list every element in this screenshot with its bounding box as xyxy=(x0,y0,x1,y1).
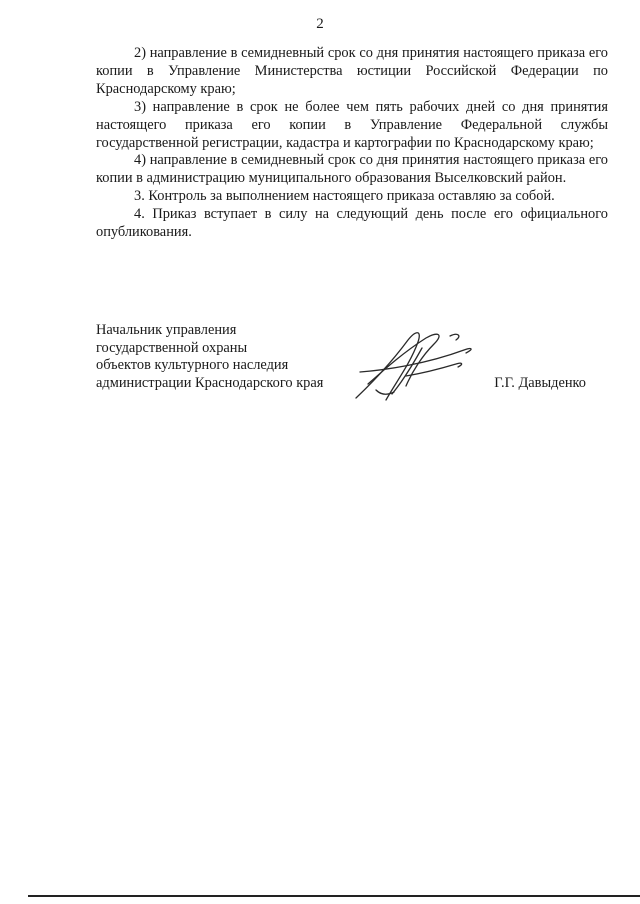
signer-position xyxy=(96,322,323,393)
paragraph-effective-clause: 4. Приказ вступает в силу на следующий день после его официального опубликования. xyxy=(96,206,608,241)
paragraph-item-4: 4) направление в семидневный срок со дня принятия настоящего приказа его копии в администрацию муниципального образования Выселковский район. xyxy=(96,152,608,187)
bottom-divider xyxy=(28,895,640,897)
paragraph-item-3: 3) направление в срок не более чем пять рабочих дней со дня принятия настоящего приказа его копии в Управление Федеральной службы государственной регистрации, кадастра и картографии по Краснодарскому краю; xyxy=(96,98,608,151)
position-line: объектов культурного наследия xyxy=(96,357,289,374)
page-number: 2 xyxy=(316,16,324,32)
paragraph-control-clause: 3. Контроль за выполнением настоящего приказа оставляю за собой. xyxy=(134,188,555,205)
document-body xyxy=(96,45,608,242)
position-line: государственной охраны xyxy=(96,339,248,356)
position-line: Начальник управления xyxy=(96,322,237,338)
signature-block xyxy=(96,322,608,412)
paragraph-item-2: 2) направление в семидневный срок со дня принятия настоящего приказа его копии в Управление Министерства юстиции Российской Федерации по Краснодарскому краю; xyxy=(96,45,608,97)
handwritten-signature xyxy=(346,324,481,404)
position-line: администрации Краснодарского края xyxy=(96,375,324,392)
signer-name: Г.Г. Давыденко xyxy=(494,375,586,391)
